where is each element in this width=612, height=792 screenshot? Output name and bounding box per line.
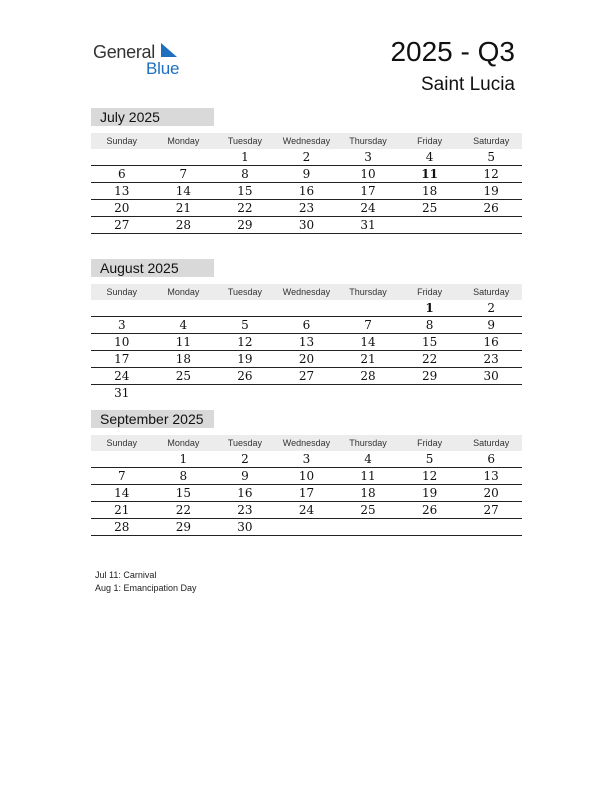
logo-text-blue: Blue	[146, 59, 180, 78]
day-cell: 10	[276, 468, 338, 485]
day-cell: 12	[214, 334, 276, 351]
day-cell	[276, 300, 338, 317]
calendar-table	[91, 284, 522, 401]
weekday-header: Friday	[399, 133, 461, 149]
day-cell: 3	[276, 451, 338, 468]
day-cell: 27	[460, 502, 522, 519]
day-cell: 9	[460, 317, 522, 334]
day-cell: 18	[337, 485, 399, 502]
day-cell	[153, 300, 215, 317]
day-cell: 25	[153, 368, 215, 385]
day-cell	[399, 385, 461, 402]
day-cell: 11	[153, 334, 215, 351]
day-cell: 8	[153, 468, 215, 485]
month-september	[91, 410, 522, 536]
week-row	[91, 519, 522, 536]
day-cell	[91, 149, 153, 166]
day-cell: 26	[399, 502, 461, 519]
weekday-header: Thursday	[337, 284, 399, 300]
week-row	[91, 485, 522, 502]
day-cell: 19	[214, 351, 276, 368]
day-cell: 23	[276, 200, 338, 217]
day-cell	[214, 300, 276, 317]
day-cell: 17	[337, 183, 399, 200]
day-cell: 26	[214, 368, 276, 385]
country-name: Saint Lucia	[420, 74, 515, 95]
day-cell: 22	[214, 200, 276, 217]
day-cell: 2	[276, 149, 338, 166]
weekday-header: Saturday	[460, 284, 522, 300]
day-cell: 4	[153, 317, 215, 334]
day-cell: 15	[399, 334, 461, 351]
weekday-header: Saturday	[460, 435, 522, 451]
day-cell: 6	[276, 317, 338, 334]
day-cell: 5	[460, 149, 522, 166]
day-cell	[337, 385, 399, 402]
day-cell: 19	[460, 183, 522, 200]
day-cell: 11	[399, 166, 461, 183]
weekday-header: Friday	[399, 284, 461, 300]
day-cell: 9	[276, 166, 338, 183]
day-cell: 2	[460, 300, 522, 317]
day-cell: 14	[153, 183, 215, 200]
day-cell: 30	[214, 519, 276, 536]
day-cell: 2	[214, 451, 276, 468]
day-cell: 31	[337, 217, 399, 234]
day-cell: 9	[214, 468, 276, 485]
day-cell: 3	[337, 149, 399, 166]
day-cell	[276, 385, 338, 402]
day-cell: 28	[337, 368, 399, 385]
day-cell: 13	[91, 183, 153, 200]
day-cell: 5	[399, 451, 461, 468]
page-title: 2025 - Q3	[390, 36, 515, 67]
holiday-note: Aug 1: Emancipation Day	[95, 583, 197, 593]
day-cell: 28	[153, 217, 215, 234]
weekday-header: Saturday	[460, 133, 522, 149]
day-cell	[153, 149, 215, 166]
week-row	[91, 217, 522, 234]
week-row	[91, 451, 522, 468]
day-cell: 27	[91, 217, 153, 234]
day-cell: 26	[460, 200, 522, 217]
calendar-table	[91, 133, 522, 234]
weekday-header: Monday	[153, 435, 215, 451]
day-cell: 15	[214, 183, 276, 200]
day-cell	[460, 217, 522, 234]
day-cell: 1	[153, 451, 215, 468]
day-cell: 17	[276, 485, 338, 502]
weekday-header: Tuesday	[214, 133, 276, 149]
day-cell: 28	[91, 519, 153, 536]
day-cell: 25	[399, 200, 461, 217]
day-cell: 20	[460, 485, 522, 502]
month-title: August 2025	[91, 259, 214, 277]
day-cell	[276, 519, 338, 536]
week-row	[91, 183, 522, 200]
day-cell: 21	[91, 502, 153, 519]
holiday-notes	[95, 569, 197, 595]
day-cell: 11	[337, 468, 399, 485]
day-cell: 3	[91, 317, 153, 334]
day-cell: 16	[460, 334, 522, 351]
week-row	[91, 166, 522, 183]
day-cell: 8	[399, 317, 461, 334]
month-title: July 2025	[91, 108, 214, 126]
week-row	[91, 502, 522, 519]
day-cell: 7	[153, 166, 215, 183]
week-row	[91, 334, 522, 351]
day-cell: 1	[214, 149, 276, 166]
day-cell: 24	[337, 200, 399, 217]
holiday-note: Jul 11: Carnival	[95, 570, 157, 580]
calendar-table	[91, 435, 522, 536]
day-cell	[214, 385, 276, 402]
day-cell: 13	[276, 334, 338, 351]
day-cell: 13	[460, 468, 522, 485]
day-cell: 24	[91, 368, 153, 385]
day-cell: 29	[214, 217, 276, 234]
day-cell: 24	[276, 502, 338, 519]
month-title: September 2025	[91, 410, 214, 428]
day-cell	[91, 451, 153, 468]
day-cell: 6	[460, 451, 522, 468]
day-cell	[460, 519, 522, 536]
day-cell: 18	[153, 351, 215, 368]
weekday-header: Thursday	[337, 435, 399, 451]
day-cell	[399, 519, 461, 536]
day-cell: 12	[399, 468, 461, 485]
day-cell: 30	[460, 368, 522, 385]
day-cell: 5	[214, 317, 276, 334]
week-row	[91, 368, 522, 385]
week-row	[91, 468, 522, 485]
weekday-header: Wednesday	[276, 133, 338, 149]
day-cell: 4	[399, 149, 461, 166]
day-cell: 10	[91, 334, 153, 351]
day-cell: 23	[460, 351, 522, 368]
day-cell: 22	[153, 502, 215, 519]
day-cell: 17	[91, 351, 153, 368]
day-cell: 15	[153, 485, 215, 502]
weekday-header: Sunday	[91, 435, 153, 451]
day-cell: 31	[114, 386, 130, 400]
day-cell: 7	[91, 468, 153, 485]
day-cell	[91, 300, 153, 317]
logo-text-general: General	[93, 42, 155, 62]
weekday-header: Friday	[399, 435, 461, 451]
day-cell: 4	[337, 451, 399, 468]
weekday-header: Thursday	[337, 133, 399, 149]
logo-triangle-icon	[161, 43, 177, 57]
day-cell: 30	[276, 217, 338, 234]
weekday-header: Tuesday	[214, 284, 276, 300]
day-cell: 1	[399, 300, 461, 317]
day-cell: 18	[399, 183, 461, 200]
day-cell: 22	[399, 351, 461, 368]
weekday-header: Sunday	[91, 284, 153, 300]
day-cell	[460, 385, 522, 402]
day-cell: 16	[214, 485, 276, 502]
logo	[93, 40, 193, 80]
day-cell: 21	[337, 351, 399, 368]
weekday-header: Tuesday	[214, 435, 276, 451]
weekday-header: Monday	[153, 133, 215, 149]
day-cell	[399, 217, 461, 234]
day-cell: 14	[91, 485, 153, 502]
day-cell: 20	[276, 351, 338, 368]
day-cell: 12	[460, 166, 522, 183]
day-cell: 6	[91, 166, 153, 183]
weekday-header: Sunday	[91, 133, 153, 149]
day-cell: 14	[337, 334, 399, 351]
week-row	[91, 149, 522, 166]
day-cell: 25	[337, 502, 399, 519]
month-july	[91, 108, 522, 234]
weekday-header: Wednesday	[276, 435, 338, 451]
day-cell: 23	[214, 502, 276, 519]
day-cell: 27	[276, 368, 338, 385]
month-august	[91, 259, 522, 401]
weekday-header: Wednesday	[276, 284, 338, 300]
week-row	[91, 385, 522, 402]
day-cell: 29	[153, 519, 215, 536]
week-row	[91, 300, 522, 317]
day-cell: 7	[337, 317, 399, 334]
week-row	[91, 317, 522, 334]
day-cell	[337, 519, 399, 536]
weekday-header: Monday	[153, 284, 215, 300]
day-cell: 8	[214, 166, 276, 183]
week-row	[91, 200, 522, 217]
day-cell: 16	[276, 183, 338, 200]
week-row	[91, 351, 522, 368]
day-cell: 21	[153, 200, 215, 217]
day-cell: 29	[399, 368, 461, 385]
day-cell: 19	[399, 485, 461, 502]
day-cell	[153, 385, 215, 402]
day-cell	[337, 300, 399, 317]
day-cell: 20	[91, 200, 153, 217]
day-cell: 10	[337, 166, 399, 183]
